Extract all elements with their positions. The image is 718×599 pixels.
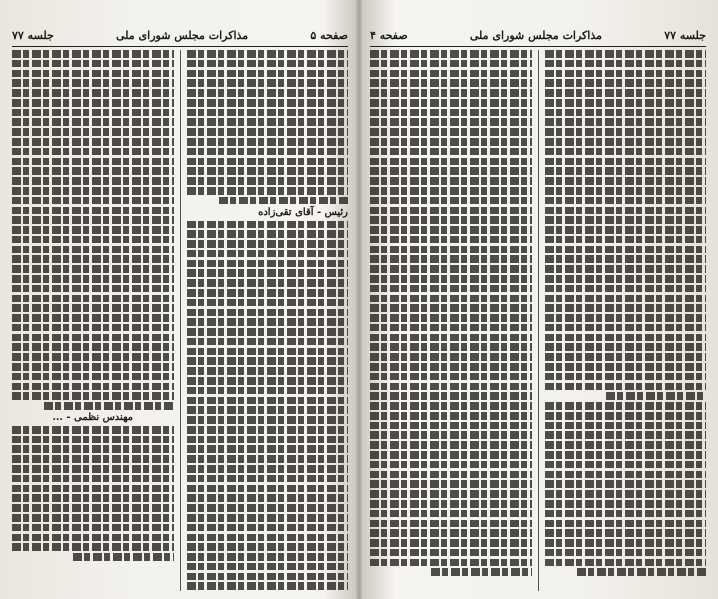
text-line [12,158,174,166]
text-line [12,426,174,434]
text-line [187,250,349,258]
text-line [370,197,532,205]
left-page-header [12,26,348,47]
text-line [545,363,707,371]
left-page-session: جلسه ۷۷ [12,28,54,42]
text-line [12,197,174,205]
text-line [187,79,349,87]
text-line [12,392,174,400]
text-line [12,138,174,146]
text-line [187,514,349,522]
text-line [12,70,174,78]
right-page-title: مذاکرات مجلس شورای ملی [469,28,603,42]
text-line [545,255,707,263]
text-line [187,582,349,590]
text-line [545,353,707,361]
text-line [370,539,532,547]
text-line [187,397,349,405]
right-page-column-left [370,50,532,591]
text-line [370,285,532,293]
text-line [187,367,349,375]
text-line [370,246,532,254]
text-line [545,343,707,351]
text-line [545,60,707,68]
text-line [370,529,532,537]
text-line [187,138,349,146]
text-line [545,373,707,381]
text-line [12,334,174,342]
text-line [12,60,174,68]
text-line [12,383,174,391]
text-line [545,70,707,78]
text-line [12,255,174,263]
left-page-number: صفحه ۵ [310,28,348,42]
text-line [370,402,532,410]
text-line [545,529,707,537]
text-line [187,357,349,365]
text-line [370,480,532,488]
text-line [187,89,349,97]
text-line [370,510,532,518]
text-line [545,412,707,420]
text-line [187,230,349,238]
text-line [12,455,174,463]
text-line [12,285,174,293]
text-line [187,177,349,185]
text-line [187,504,349,512]
text-line [370,549,532,557]
text-line [12,485,174,493]
text-line [545,275,707,283]
text-line [545,500,707,508]
text-line [370,324,532,332]
text-line [545,324,707,332]
text-line [187,318,349,326]
text-line [370,60,532,68]
text-line [187,387,349,395]
text-line [545,128,707,136]
text-line [545,89,707,97]
text-line [606,392,706,400]
text-line [545,148,707,156]
text-line [370,109,532,117]
text-line [187,455,349,463]
text-line [12,524,174,532]
text-line [545,334,707,342]
text-line [12,207,174,215]
text-line [187,426,349,434]
text-line [12,304,174,312]
speaker-heading: مهندس نظمی - ... [52,411,134,423]
text-line [370,158,532,166]
text-line [370,334,532,342]
text-line [545,138,707,146]
text-line [545,285,707,293]
text-line [370,70,532,78]
text-line [12,314,174,322]
text-line [370,89,532,97]
text-line [545,480,707,488]
text-line [12,167,174,175]
text-line [545,431,707,439]
text-line [370,216,532,224]
text-line [187,50,349,58]
text-line [187,240,349,248]
text-line [545,207,707,215]
text-line [12,216,174,224]
left-page-title: مذاکرات مجلس شورای ملی [116,28,249,42]
text-line [187,70,349,78]
text-line [12,445,174,453]
text-line [545,490,707,498]
text-line [370,500,532,508]
text-line [187,309,349,317]
text-line [370,128,532,136]
text-line [187,289,349,297]
text-line [370,275,532,283]
text-line [12,177,174,185]
left-page-column-right [187,50,349,591]
text-line [187,158,349,166]
text-line [370,148,532,156]
text-line [370,461,532,469]
text-line [187,475,349,483]
text-line [545,549,707,557]
text-line [370,412,532,420]
text-line [545,461,707,469]
right-page-number: صفحه ۴ [370,28,408,42]
text-line [545,236,707,244]
text-line [12,187,174,195]
text-line [370,177,532,185]
text-line [545,187,707,195]
text-line [370,451,532,459]
text-line [370,353,532,361]
text-line [370,236,532,244]
text-line [545,314,707,322]
text-line [545,451,707,459]
text-line [12,504,174,512]
text-line [545,441,707,449]
text-line [12,475,174,483]
text-line [545,246,707,254]
text-line [545,226,707,234]
text-line [370,79,532,87]
text-line [12,89,174,97]
right-page-column-right [545,50,707,591]
text-line [370,383,532,391]
text-line [12,226,174,234]
text-line [370,363,532,371]
text-line [187,524,349,532]
text-line [370,167,532,175]
text-line [370,520,532,528]
column-divider [180,50,181,591]
text-line [12,494,174,502]
text-line [12,118,174,126]
text-line [187,338,349,346]
text-line [370,373,532,381]
text-line [545,79,707,87]
text-line [187,60,349,68]
text-line [187,445,349,453]
text-line [187,563,349,571]
text-line [187,553,349,561]
text-line [12,109,174,117]
text-line [545,50,707,58]
text-line [187,543,349,551]
text-line [187,269,349,277]
text-line [187,109,349,117]
text-line [370,207,532,215]
text-line [187,221,349,229]
text-line [187,148,349,156]
text-line [12,353,174,361]
text-line [12,324,174,332]
text-line [370,392,532,400]
text-line [577,568,706,576]
text-line [187,436,349,444]
text-line [370,50,532,58]
right-page [362,0,714,599]
text-line [12,236,174,244]
text-line [545,265,707,273]
text-line [545,471,707,479]
text-line [12,373,174,381]
text-line [545,109,707,117]
text-line [187,377,349,385]
speaker-heading: رئیس - آقای تقی‌زاده [258,206,348,218]
text-line [370,138,532,146]
text-line [370,441,532,449]
right-page-header [370,26,706,47]
text-line [12,265,174,273]
text-line [545,167,707,175]
text-line [187,99,349,107]
text-line [370,422,532,430]
text-line [187,279,349,287]
text-line [219,197,348,205]
text-line [545,295,707,303]
text-line [187,167,349,175]
text-line [545,118,707,126]
text-line [12,514,174,522]
text-line [187,187,349,195]
right-page-columns [370,50,706,591]
right-page-session: جلسه ۷۷ [664,28,706,42]
text-line [545,304,707,312]
text-line [370,471,532,479]
text-line [187,406,349,414]
text-line [545,158,707,166]
text-line [545,197,707,205]
text-line [370,295,532,303]
text-line [12,99,174,107]
text-line [545,422,707,430]
text-line [12,275,174,283]
left-page-column-left [12,50,174,591]
text-line [187,534,349,542]
text-line [545,402,707,410]
text-line [370,187,532,195]
text-line [370,265,532,273]
text-line [12,343,174,351]
left-page [4,0,356,599]
text-line [12,246,174,254]
text-line [187,118,349,126]
text-line [187,416,349,424]
text-line [12,50,174,58]
text-line [187,485,349,493]
text-line [545,99,707,107]
text-line [12,363,174,371]
text-line [370,431,532,439]
text-line [545,510,707,518]
column-divider [538,50,539,591]
text-line [187,348,349,356]
text-line [370,118,532,126]
text-line [12,534,174,542]
text-line [370,559,532,567]
text-line [545,559,707,567]
text-line [545,539,707,547]
text-line [12,465,174,473]
text-line [370,99,532,107]
text-line [12,79,174,87]
text-line [545,177,707,185]
text-line [73,553,173,561]
text-line [187,328,349,336]
text-line [187,299,349,307]
text-line [187,128,349,136]
text-line [12,148,174,156]
text-line [370,343,532,351]
text-line [431,568,531,576]
text-line [545,383,707,391]
text-line [44,402,173,410]
text-line [370,314,532,322]
text-line [187,465,349,473]
text-line [545,520,707,528]
text-line [187,573,349,581]
text-line [187,260,349,268]
text-line [12,128,174,136]
text-line [12,295,174,303]
text-line [370,490,532,498]
text-line [370,226,532,234]
text-line [370,255,532,263]
text-line [12,543,174,551]
text-line [12,436,174,444]
text-line [370,304,532,312]
left-page-columns [12,50,348,591]
text-line [545,216,707,224]
text-line [187,494,349,502]
